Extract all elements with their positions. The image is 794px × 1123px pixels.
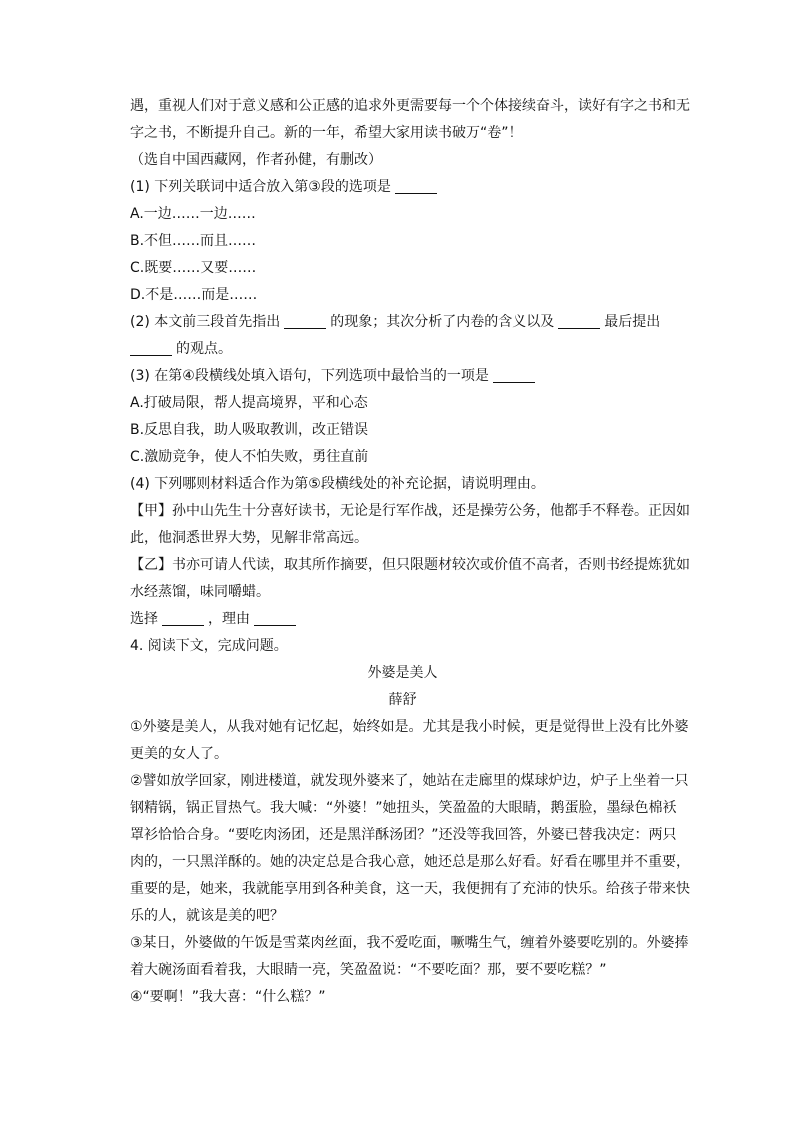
question-text: 的现象；其次分析了内卷的含义以及: [330, 314, 555, 330]
option-b: B.不但……而且……: [130, 233, 257, 249]
question-text: 最后提出: [604, 314, 661, 330]
question-3-stem: [130, 363, 675, 390]
article-line: 肉的，一只黑洋酥的。她的决定总是合我心意，她还总是那么好看。好看在哪里并不重要，: [130, 854, 690, 870]
article-line: ②譬如放学回家，刚进楼道，就发现外婆来了，她站在走廊里的煤球炉边，炉子上坐着一只: [130, 773, 689, 789]
document-page: [130, 93, 690, 1011]
article-line: 乐的人，就该是美的吧？: [130, 908, 284, 924]
question-text: (3) 在第④段横线处填入语句，下列选项中最恰当的一项是: [130, 368, 489, 384]
article-line: ①外婆是美人，从我对她有记忆起，始终如是。尤其是我小时候，更是觉得世上没有比外婆: [130, 719, 689, 735]
article-line: 重要的是，她来，我就能享用到各种美食，这一天，我便拥有了充沛的快乐。给孩子带来快: [130, 881, 690, 897]
answer-blank[interactable]: [284, 312, 326, 329]
passage-line: 字之书，不断提升自己。新的一年，希望大家用读书破万“卷”！: [130, 125, 523, 141]
passage-line: 遇，重视人们对于意义感和公正感的追求外更需要每一个个体接续奋斗，读好有字之书和无: [130, 98, 690, 114]
article-line: ④“要啊！”我大喜：“什么糕？”: [130, 989, 326, 1005]
option-d: D.不是……而是……: [130, 287, 258, 303]
answer-blank[interactable]: [558, 312, 600, 329]
reason-blank[interactable]: [254, 609, 296, 626]
answer-blank[interactable]: [395, 177, 437, 194]
question-text: 的观点。: [176, 341, 232, 357]
option-c: C.既要……又要……: [130, 260, 257, 276]
article-body: [130, 714, 690, 1011]
source-note: （选自中国西藏网，作者孙健，有删改）: [130, 152, 382, 168]
option-b: B.反思自我，助人吸取教训，改正错误: [130, 422, 369, 438]
question-1-stem: [130, 174, 675, 201]
material-yi: 【乙】书亦可请人代读，取其所作摘要，但只限题材较次或价值不高者，否则书经提炼犹如: [130, 557, 690, 573]
question-2-stem-cont: [130, 336, 675, 363]
choice-label: 选择: [130, 611, 158, 627]
article-line: 钢精锅，锅正冒热气。我大喊：“外婆！”她扭头，笑盈盈的大眼睛，鹅蛋脸，墨绿色棉袄: [130, 800, 677, 816]
material-jia: 【甲】孙中山先生十分喜好读书，无论是行军作战，还是操劳公务，他都手不释卷。正因如: [130, 503, 690, 519]
article-title: 外婆是美人: [367, 665, 438, 681]
article-line: ③某日，外婆做的午饭是雪菜肉丝面，我不爱吃面，噘嘴生气，缠着外婆要吃别的。外婆捧: [130, 935, 689, 951]
article-line: 着大碗汤面看着我，大眼睛一亮，笑盈盈说：“不要吃面？那，要不要吃糕？”: [130, 962, 607, 978]
reason-label: ，理由: [208, 611, 250, 627]
question-4-stem: (4) 下列哪则材料适合作为第⑤段横线处的补充论据，请说明理由。: [130, 476, 545, 492]
article-line: 更美的女人了。: [130, 746, 228, 762]
article-author: 薛舒: [388, 692, 417, 708]
question-text: (1) 下列关联词中适合放入第③段的选项是: [130, 179, 391, 195]
answer-blank[interactable]: [130, 339, 172, 356]
article-line: 罩衫恰恰合身。“要吃肉汤团，还是黑洋酥汤团？”还没等我回答，外婆已替我决定：两只: [130, 827, 677, 843]
section-heading: 4. 阅读下文，完成问题。: [130, 638, 288, 654]
choice-blank[interactable]: [162, 609, 204, 626]
option-c: C.激励竞争，使人不怕失败，勇往直前: [130, 449, 369, 465]
answer-blank[interactable]: [493, 366, 535, 383]
material-yi: 水经蒸馏，味同嚼蜡。: [130, 584, 270, 600]
option-a: A.打破局限，帮人提高境界，平和心态: [130, 395, 368, 411]
option-a: A.一边……一边……: [130, 206, 256, 222]
question-text: (2) 本文前三段首先指出: [130, 314, 281, 330]
question-4-answer-line: [130, 606, 675, 633]
material-jia: 此，他洞悉世界大势，见解非常高远。: [130, 530, 368, 546]
question-2-stem: [130, 309, 675, 336]
